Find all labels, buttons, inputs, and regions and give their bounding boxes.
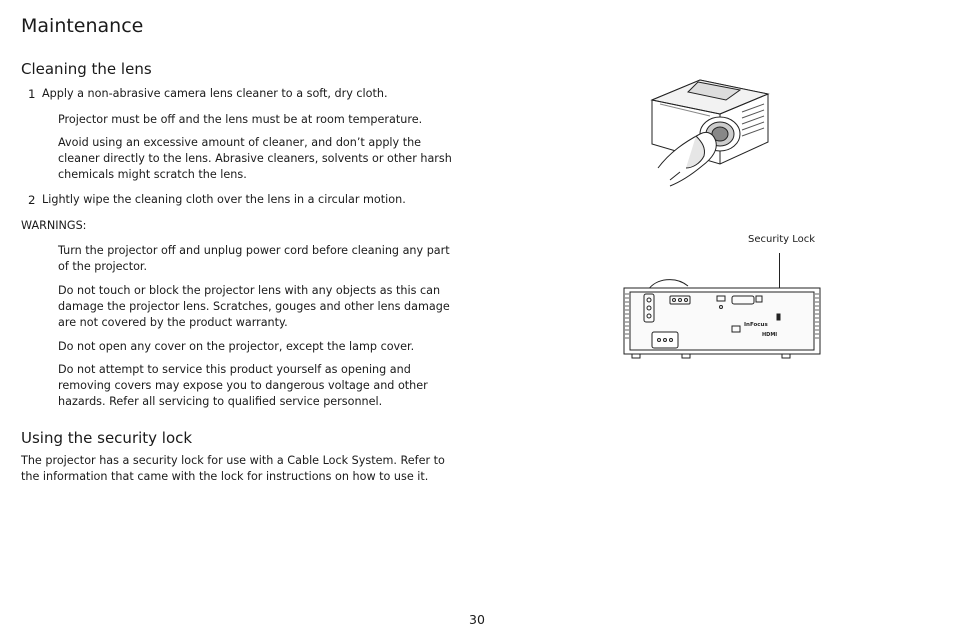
brand-logo-text: InFocus [744,322,768,328]
step-1-number: 1 [28,87,36,101]
note-room-temperature: Projector must be off and the lens must be at room temperature. [58,113,423,126]
warning-item: Do not touch or block the projector lens with any objects as this can damage the projector lens. Scratches, gouges and other lens damage are not covered by the product warranty. [58,284,450,329]
section-heading-cleaning-lens: Cleaning the lens [21,60,152,78]
section-heading-security-lock: Using the security lock [21,429,193,447]
warning-item: Turn the projector off and unplug power cord before cleaning any part of the projector. [58,244,450,273]
warnings-label: WARNINGS: [21,219,87,232]
step-1-text: Apply a non-abrasive camera lens cleaner to a soft, dry cloth. [42,87,388,100]
security-lock-callout: Security Lock [748,234,816,245]
security-lock-text: The projector has a security lock for use with a Cable Lock System. Refer to the information that came with the lock for instructions on how to use it. [21,454,445,483]
step-2-text: Lightly wipe the cleaning cloth over the lens in a circular motion. [42,193,406,206]
note-excessive-cleaner: Avoid using an excessive amount of cleaner, and don’t apply the cleaner directly to the lens. Abrasive cleaners, solvents or other harsh chemicals might scratch the lens. [58,136,452,181]
lens-cleaning-illustration [640,72,775,187]
page-title: Maintenance [21,15,144,37]
warning-item: Do not open any cover on the projector, except the lamp cover. [58,340,415,353]
step-2-number: 2 [28,193,36,207]
projector-rear-illustration [622,276,822,366]
hdmi-logo-text: HDMI [762,332,778,338]
warning-item: Do not attempt to service this product yourself as opening and removing covers may expose you to dangerous voltage and other hazards. Refer all servicing to qualified service personnel. [58,363,428,408]
page-number: 30 [469,612,485,627]
